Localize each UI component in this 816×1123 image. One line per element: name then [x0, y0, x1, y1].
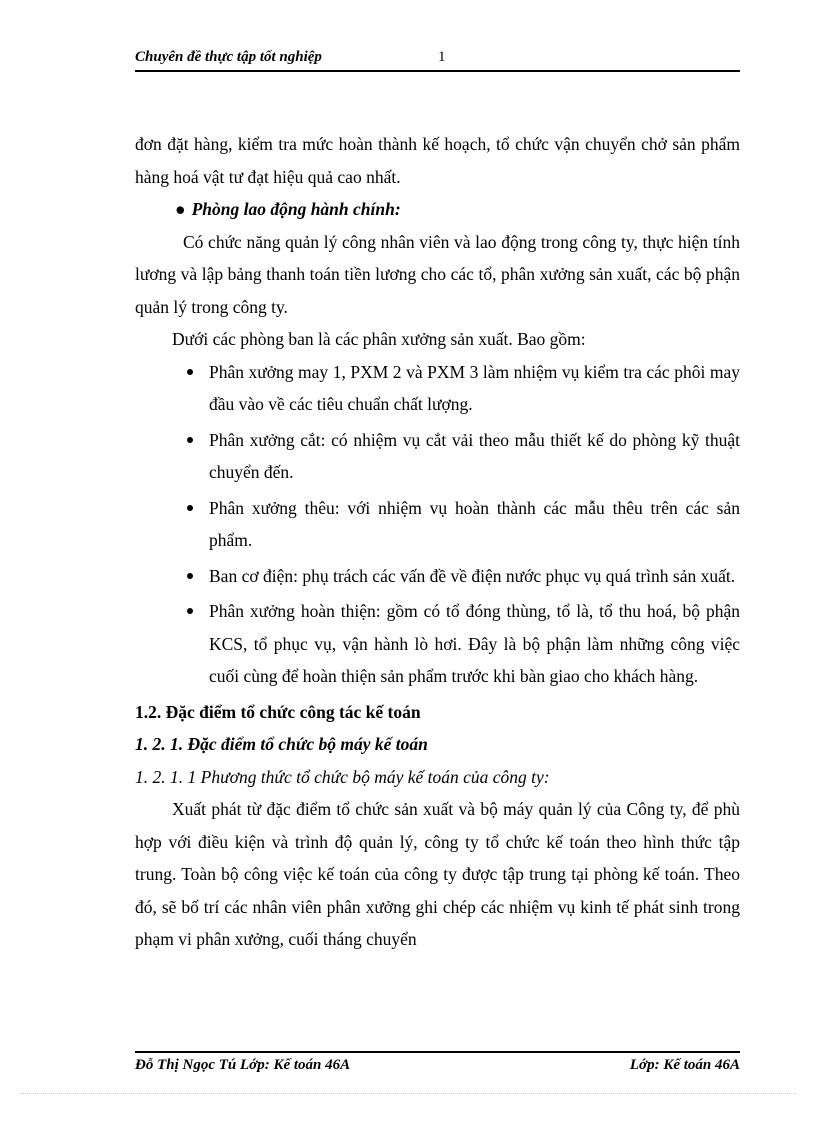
paragraph: Dưới các phòng ban là các phân xưởng sản xuất. Bao gồm:: [172, 329, 586, 349]
page-edge-divider: [20, 1093, 796, 1094]
page-footer: [135, 1051, 740, 1075]
list-item: [209, 595, 740, 693]
footer-author: Đỗ Thị Ngọc Tú Lớp: Kế toán 46A: [135, 1057, 351, 1073]
list-item-text: Phân xưởng thêu: với nhiệm vụ hoàn thành các mẫu thêu trên các sản phẩm.: [209, 497, 740, 550]
bullet-icon: [187, 573, 193, 579]
page-header: [135, 48, 740, 72]
header-title: Chuyên đề thực tập tốt nghiệp: [135, 49, 322, 65]
bullet-symbol: ●: [175, 199, 186, 219]
bullet-heading: [135, 193, 740, 226]
subsection-heading: 1. 2. 1. Đặc điểm tổ chức bộ máy kế toán: [135, 734, 428, 754]
footer-class: Lớp: Kế toán 46A: [629, 1057, 740, 1073]
bullet-icon: [187, 437, 193, 443]
section-heading: 1.2. Đặc điểm tổ chức công tác kế toán: [135, 701, 421, 722]
bullet-icon: [187, 608, 193, 614]
paragraph: đơn đặt hàng, kiểm tra mức hoàn thành kế hoạch, tổ chức vận chuyển chở sản phẩm hàng hoá vật tư đạt hiệu quả cao nhất.: [135, 134, 740, 187]
list-item: [209, 424, 740, 489]
bullet-heading-text: Phòng lao động hành chính:: [191, 199, 401, 219]
document-body: [135, 128, 740, 956]
paragraph: Xuất phát từ đặc điểm tổ chức sản xuất và bộ máy quản lý của Công ty, để phù hợp với điều kiện và trình độ quản lý, công ty tổ chức kế toán theo hình thức tập trung. Toàn bộ công việc kế toán của công ty được tập trung tại phòng kế toán. Theo đó, sẽ bố trí các nhân viên phân xưởng ghi chép các nhiệm vụ kinh tế phát sinh trong phạm vi phân xưởng, cuối tháng chuyển: [135, 799, 740, 949]
bullet-icon: [187, 505, 193, 511]
list-item: [209, 492, 740, 557]
list-item-text: Ban cơ điện: phụ trách các vấn đề về điện nước phục vụ quá trình sản xuất.: [209, 565, 736, 586]
page-number: 1: [438, 49, 446, 65]
list-item-text: Phân xưởng cắt: có nhiệm vụ cắt vải theo mẫu thiết kế do phòng kỹ thuật chuyển đến.: [209, 429, 740, 482]
sub-subsection-heading: 1. 2. 1. 1 Phương thức tổ chức bộ máy kế toán của công ty:: [135, 766, 550, 787]
list-item: [209, 560, 740, 593]
list-item: [209, 356, 740, 421]
list-item-text: Phân xưởng may 1, PXM 2 và PXM 3 làm nhiệm vụ kiểm tra các phôi may đầu vào về các tiêu chuẩn chất lượng.: [209, 361, 740, 414]
workshop-list: [135, 356, 740, 693]
paragraph: Có chức năng quản lý công nhân viên và lao động trong công ty, thực hiện tính lương và lập bảng thanh toán tiền lương cho các tổ, phân xưởng sản xuất, các bộ phận quản lý trong công ty.: [135, 231, 740, 317]
bullet-icon: [187, 369, 193, 375]
list-item-text: Phân xưởng hoàn thiện: gồm có tổ đóng thùng, tổ là, tổ thu hoá, bộ phận KCS, tổ phục vụ, vận hành lò hơi. Đây là bộ phận làm những công việc cuối cùng để hoàn thiện sản phẩm trước khi bàn giao cho khách hàng.: [209, 601, 740, 686]
